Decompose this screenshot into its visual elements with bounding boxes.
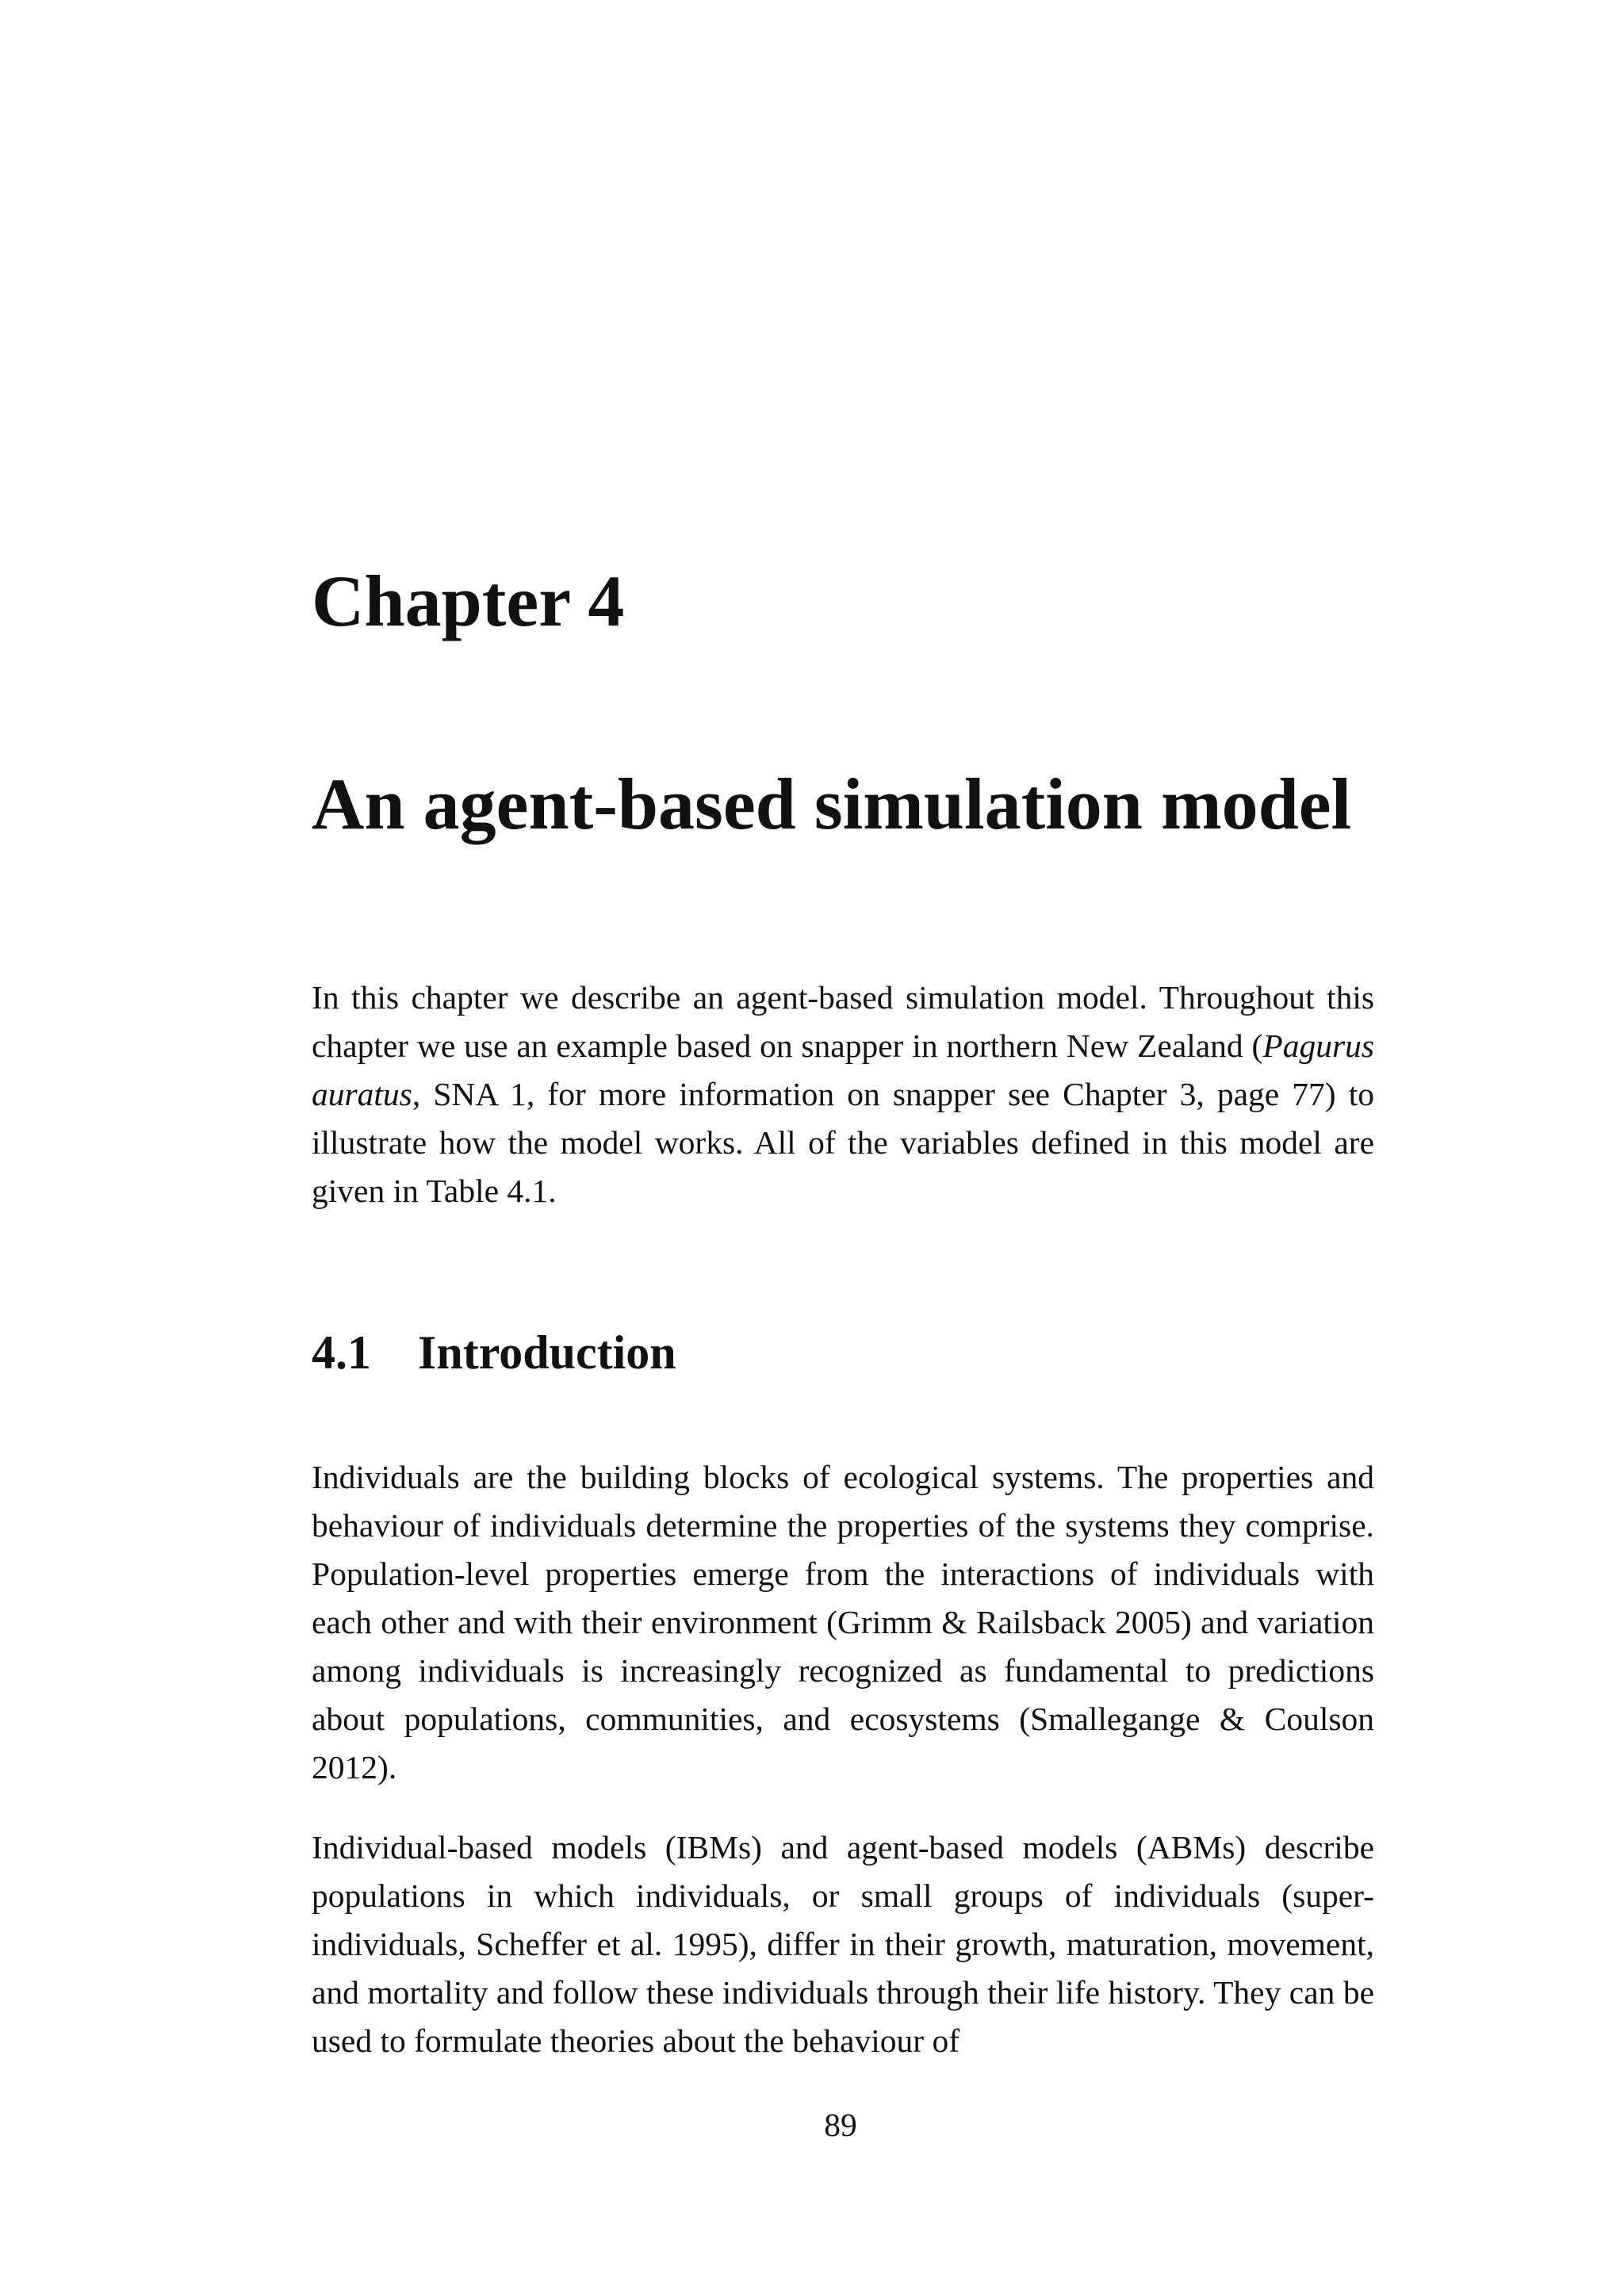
species-name: Pagurus auratus: [312, 1027, 1374, 1112]
chapter-title: An agent-based simulation model: [312, 763, 1352, 844]
intro-text-after-species: , SNA 1, for more information on snapper see Chapter 3, page 77) to illustrate how the model works. All of the variables defined in this model are given in Table 4.1.: [312, 1076, 1374, 1209]
chapter-label: Chapter 4: [312, 561, 625, 641]
section-number: 4.1: [312, 1326, 371, 1379]
body-paragraph-1: Individuals are the building blocks of ecological systems. The properties and behaviour of individuals determine the properties of the systems they comprise. Population-level properties emerge from the interactions of individuals with each other and with their environment (Grimm & Railsback 2005) and variation among individuals is increasingly recognized as fundamental to predictions about populations, communities, and ecosystems (Smallegange & Coulson 2012).: [312, 1459, 1374, 1785]
page-number: 89: [824, 2107, 857, 2143]
intro-text-before-species: In this chapter we describe an agent-based simulation model. Throughout this chapter we use an example based on snapper in northern New Zealand (: [312, 979, 1374, 1064]
section-title: Introduction: [418, 1326, 676, 1379]
chapter-intro-paragraph: [312, 974, 1374, 1215]
body-paragraph-2: Individual-based models (IBMs) and agent-based models (ABMs) describe populations in which individuals, or small groups of individuals (super-individuals, Scheffer et al. 1995), differ in their growth, maturation, movement, and mortality and follow these individuals through their life history. They can be used to formulate theories about the behaviour of: [312, 1829, 1374, 2059]
section-heading: [312, 1326, 676, 1379]
